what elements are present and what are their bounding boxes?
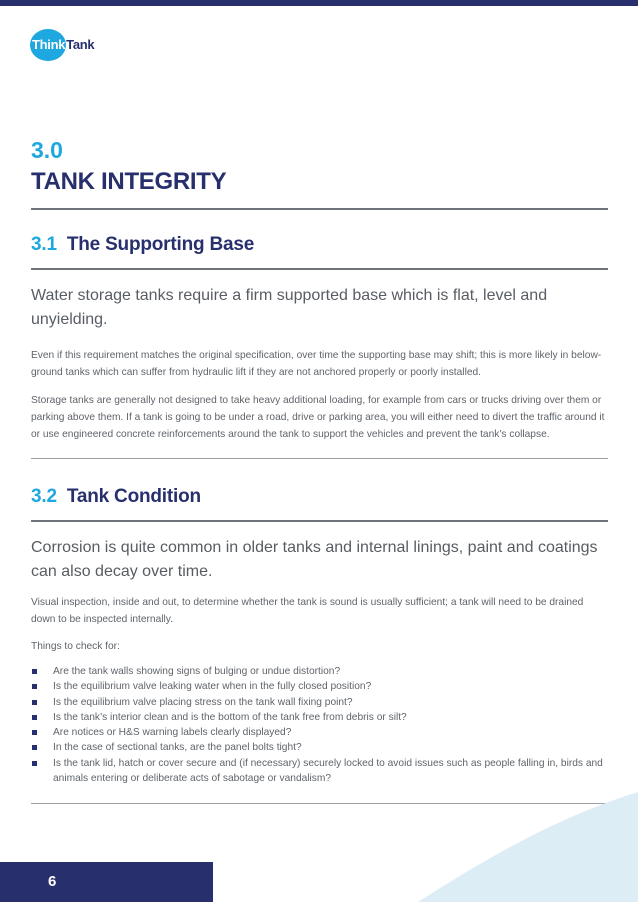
decorative-wave xyxy=(378,762,638,902)
subsection-title: The Supporting Base xyxy=(66,234,255,255)
logo-tank-text: Tank xyxy=(66,36,95,52)
lead-paragraph: Water storage tanks require a firm supported base which is flat, level and unyielding. xyxy=(31,287,548,328)
square-bullet-icon xyxy=(32,700,37,705)
list-item xyxy=(31,725,606,740)
list-item xyxy=(31,740,606,755)
divider xyxy=(31,208,608,210)
logo-think-text: Think xyxy=(32,36,66,52)
square-bullet-icon xyxy=(32,761,37,766)
list-item-text: Is the tank’s interior clean and is the bottom of the tank free from debris or silt? xyxy=(53,711,407,723)
square-bullet-icon xyxy=(32,715,37,720)
page-number: 6 xyxy=(48,873,57,890)
page-number-tab xyxy=(0,862,213,902)
square-bullet-icon xyxy=(32,745,37,750)
list-item-text: Are notices or H&S warning labels clearly displayed? xyxy=(53,727,292,739)
divider xyxy=(31,268,608,270)
section-number: 3.0 xyxy=(31,137,63,163)
square-bullet-icon xyxy=(32,730,37,735)
top-accent-bar xyxy=(0,0,638,6)
body-paragraph: Storage tanks are generally not designed to take heavy additional loading, for example from cars or trucks driving over them or parking above them. If a tank is going to be under a road, drive or parking area, you will either need to divert the traffic around it or use engineered concrete reinforcements around the tank to support the vehicles and prevent the tank’s collapse. xyxy=(31,395,605,440)
checklist-intro: Things to check for: xyxy=(31,641,120,652)
subsection-heading-3-1 xyxy=(31,234,254,256)
body-paragraph: Visual inspection, inside and out, to determine whether the tank is sound is usually sufficient; a tank will need to be drained down to be inspected internally. xyxy=(31,597,584,625)
subsection-number: 3.1 xyxy=(31,234,57,255)
subsection-number: 3.2 xyxy=(31,486,57,507)
square-bullet-icon xyxy=(32,684,37,689)
list-item xyxy=(31,664,606,679)
subsection-title: Tank Condition xyxy=(66,486,201,507)
list-item-text: Is the equilibrium valve placing stress on the tank wall fixing point? xyxy=(53,696,353,708)
body-paragraph: Even if this requirement matches the original specification, over time the supporting base may shift; this is more likely in below-ground tanks which can suffer from hydraulic lift if they are not anchored properly or poorly installed. xyxy=(31,350,602,378)
list-item-text: Are the tank walls showing signs of bulging or undue distortion? xyxy=(53,666,341,677)
subsection-heading-3-2 xyxy=(31,486,201,508)
square-bullet-icon xyxy=(32,669,37,674)
list-item-text: In the case of sectional tanks, are the panel bolts tight? xyxy=(53,742,302,754)
list-item-text: Is the tank lid, hatch or cover secure and (if necessary) securely locked to avoid issues such as people falling in, birds and animals entering or deliberate acts of sabotage or vandalism? xyxy=(53,757,603,785)
section-title: TANK INTEGRITY xyxy=(31,168,227,195)
divider xyxy=(31,520,608,522)
list-item xyxy=(31,710,606,725)
list-item-text: Is the equilibrium valve leaking water when in the fully closed position? xyxy=(53,681,372,693)
list-item xyxy=(31,679,606,694)
list-item xyxy=(31,695,606,710)
divider xyxy=(31,458,608,459)
think-tank-logo[interactable] xyxy=(30,29,94,59)
lead-paragraph: Corrosion is quite common in older tanks and internal linings, paint and coatings can also decay over time. xyxy=(31,539,598,580)
